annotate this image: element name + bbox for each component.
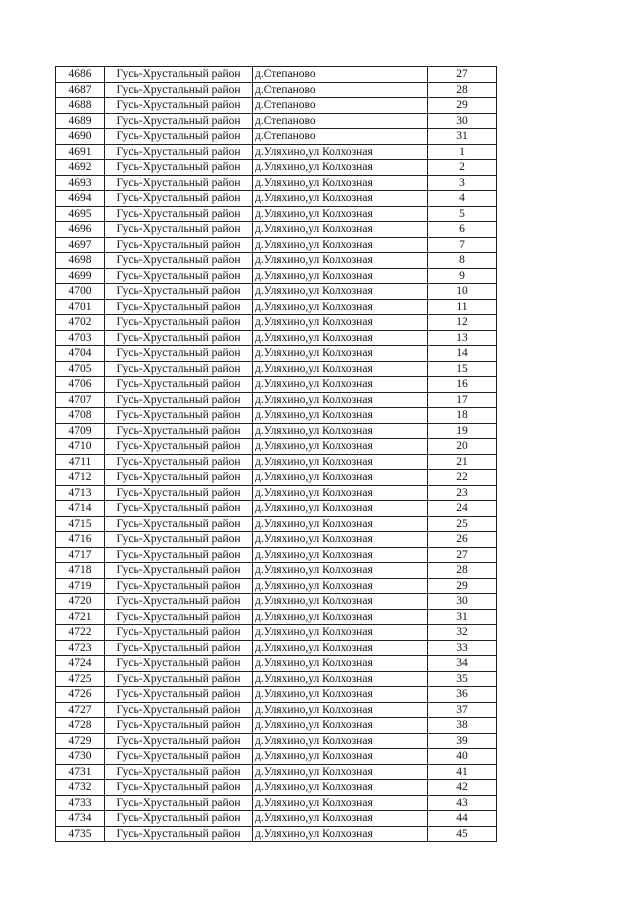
house-number-cell: 10 — [428, 284, 497, 300]
table-row — [56, 268, 497, 284]
row-id-cell: 4691 — [56, 144, 105, 160]
row-id-cell: 4721 — [56, 609, 105, 625]
house-number-cell: 27 — [428, 547, 497, 563]
row-id-cell: 4711 — [56, 454, 105, 470]
address-cell: д.Уляхино,ул Колхозная — [253, 330, 428, 346]
house-number-cell: 34 — [428, 656, 497, 672]
table-row — [56, 377, 497, 393]
house-number-cell: 30 — [428, 594, 497, 610]
address-cell: д.Уляхино,ул Колхозная — [253, 733, 428, 749]
row-id-cell: 4701 — [56, 299, 105, 315]
row-id-cell: 4692 — [56, 160, 105, 176]
address-cell: д.Уляхино,ул Колхозная — [253, 501, 428, 517]
house-number-cell: 26 — [428, 532, 497, 548]
address-cell: д.Уляхино,ул Колхозная — [253, 811, 428, 827]
row-id-cell: 4718 — [56, 563, 105, 579]
row-id-cell: 4698 — [56, 253, 105, 269]
house-number-cell: 38 — [428, 718, 497, 734]
address-cell: д.Степаново — [253, 113, 428, 129]
district-cell: Гусь-Хрустальный район — [105, 640, 253, 656]
table-row — [56, 671, 497, 687]
house-number-cell: 36 — [428, 687, 497, 703]
district-cell: Гусь-Хрустальный район — [105, 268, 253, 284]
table-row — [56, 563, 497, 579]
address-cell: д.Уляхино,ул Колхозная — [253, 377, 428, 393]
district-cell: Гусь-Хрустальный район — [105, 67, 253, 83]
house-number-cell: 11 — [428, 299, 497, 315]
address-cell: д.Уляхино,ул Колхозная — [253, 470, 428, 486]
house-number-cell: 14 — [428, 346, 497, 362]
table-row — [56, 578, 497, 594]
district-cell: Гусь-Хрустальный район — [105, 346, 253, 362]
house-number-cell: 35 — [428, 671, 497, 687]
address-cell: д.Уляхино,ул Колхозная — [253, 144, 428, 160]
row-id-cell: 4687 — [56, 82, 105, 98]
address-cell: д.Степаново — [253, 82, 428, 98]
house-number-cell: 7 — [428, 237, 497, 253]
house-number-cell: 8 — [428, 253, 497, 269]
district-cell: Гусь-Хрустальный район — [105, 315, 253, 331]
address-cell: д.Уляхино,ул Колхозная — [253, 594, 428, 610]
address-cell: д.Уляхино,ул Колхозная — [253, 206, 428, 222]
district-cell: Гусь-Хрустальный район — [105, 129, 253, 145]
district-cell: Гусь-Хрустальный район — [105, 656, 253, 672]
table-row — [56, 299, 497, 315]
table-row — [56, 160, 497, 176]
row-id-cell: 4702 — [56, 315, 105, 331]
address-cell: д.Уляхино,ул Колхозная — [253, 191, 428, 207]
district-cell: Гусь-Хрустальный район — [105, 237, 253, 253]
district-cell: Гусь-Хрустальный район — [105, 811, 253, 827]
table-row — [56, 640, 497, 656]
row-id-cell: 4713 — [56, 485, 105, 501]
address-cell: д.Уляхино,ул Колхозная — [253, 547, 428, 563]
row-id-cell: 4707 — [56, 392, 105, 408]
district-cell: Гусь-Хрустальный район — [105, 175, 253, 191]
house-number-cell: 28 — [428, 563, 497, 579]
district-cell: Гусь-Хрустальный район — [105, 749, 253, 765]
house-number-cell: 20 — [428, 439, 497, 455]
table-row — [56, 284, 497, 300]
address-cell: д.Уляхино,ул Колхозная — [253, 687, 428, 703]
table-row — [56, 764, 497, 780]
house-number-cell: 40 — [428, 749, 497, 765]
house-number-cell: 39 — [428, 733, 497, 749]
address-cell: д.Уляхино,ул Колхозная — [253, 702, 428, 718]
house-number-cell: 31 — [428, 609, 497, 625]
table-row — [56, 532, 497, 548]
address-cell: д.Уляхино,ул Колхозная — [253, 485, 428, 501]
house-number-cell: 22 — [428, 470, 497, 486]
district-cell: Гусь-Хрустальный район — [105, 454, 253, 470]
district-cell: Гусь-Хрустальный район — [105, 222, 253, 238]
address-cell: д.Уляхино,ул Колхозная — [253, 718, 428, 734]
row-id-cell: 4727 — [56, 702, 105, 718]
row-id-cell: 4715 — [56, 516, 105, 532]
table-row — [56, 656, 497, 672]
district-cell: Гусь-Хрустальный район — [105, 439, 253, 455]
district-cell: Гусь-Хрустальный район — [105, 733, 253, 749]
district-cell: Гусь-Хрустальный район — [105, 330, 253, 346]
address-cell: д.Уляхино,ул Колхозная — [253, 222, 428, 238]
table-row — [56, 811, 497, 827]
row-id-cell: 4705 — [56, 361, 105, 377]
address-table-body — [56, 67, 497, 842]
row-id-cell: 4712 — [56, 470, 105, 486]
address-cell: д.Уляхино,ул Колхозная — [253, 671, 428, 687]
row-id-cell: 4704 — [56, 346, 105, 362]
table-row — [56, 470, 497, 486]
table-row — [56, 98, 497, 114]
house-number-cell: 5 — [428, 206, 497, 222]
address-cell: д.Уляхино,ул Колхозная — [253, 780, 428, 796]
district-cell: Гусь-Хрустальный район — [105, 764, 253, 780]
row-id-cell: 4689 — [56, 113, 105, 129]
row-id-cell: 4730 — [56, 749, 105, 765]
address-table — [55, 66, 497, 842]
table-row — [56, 113, 497, 129]
row-id-cell: 4686 — [56, 67, 105, 83]
district-cell: Гусь-Хрустальный район — [105, 687, 253, 703]
district-cell: Гусь-Хрустальный район — [105, 625, 253, 641]
table-row — [56, 749, 497, 765]
house-number-cell: 31 — [428, 129, 497, 145]
house-number-cell: 37 — [428, 702, 497, 718]
house-number-cell: 24 — [428, 501, 497, 517]
address-cell: д.Степаново — [253, 129, 428, 145]
house-number-cell: 23 — [428, 485, 497, 501]
district-cell: Гусь-Хрустальный район — [105, 780, 253, 796]
row-id-cell: 4690 — [56, 129, 105, 145]
address-cell: д.Уляхино,ул Колхозная — [253, 315, 428, 331]
row-id-cell: 4696 — [56, 222, 105, 238]
row-id-cell: 4694 — [56, 191, 105, 207]
row-id-cell: 4716 — [56, 532, 105, 548]
row-id-cell: 4695 — [56, 206, 105, 222]
table-row — [56, 485, 497, 501]
table-row — [56, 625, 497, 641]
table-row — [56, 330, 497, 346]
table-row — [56, 516, 497, 532]
district-cell: Гусь-Хрустальный район — [105, 82, 253, 98]
table-row — [56, 237, 497, 253]
table-row — [56, 315, 497, 331]
district-cell: Гусь-Хрустальный район — [105, 377, 253, 393]
address-cell: д.Уляхино,ул Колхозная — [253, 346, 428, 362]
row-id-cell: 4699 — [56, 268, 105, 284]
table-row — [56, 609, 497, 625]
district-cell: Гусь-Хрустальный район — [105, 423, 253, 439]
table-row — [56, 780, 497, 796]
district-cell: Гусь-Хрустальный район — [105, 470, 253, 486]
district-cell: Гусь-Хрустальный район — [105, 532, 253, 548]
address-cell: д.Уляхино,ул Колхозная — [253, 532, 428, 548]
house-number-cell: 4 — [428, 191, 497, 207]
row-id-cell: 4728 — [56, 718, 105, 734]
row-id-cell: 4724 — [56, 656, 105, 672]
house-number-cell: 16 — [428, 377, 497, 393]
address-cell: д.Уляхино,ул Колхозная — [253, 299, 428, 315]
district-cell: Гусь-Хрустальный район — [105, 795, 253, 811]
row-id-cell: 4714 — [56, 501, 105, 517]
district-cell: Гусь-Хрустальный район — [105, 98, 253, 114]
district-cell: Гусь-Хрустальный район — [105, 594, 253, 610]
row-id-cell: 4735 — [56, 826, 105, 842]
address-cell: д.Уляхино,ул Колхозная — [253, 361, 428, 377]
district-cell: Гусь-Хрустальный район — [105, 671, 253, 687]
house-number-cell: 15 — [428, 361, 497, 377]
district-cell: Гусь-Хрустальный район — [105, 392, 253, 408]
house-number-cell: 2 — [428, 160, 497, 176]
district-cell: Гусь-Хрустальный район — [105, 578, 253, 594]
house-number-cell: 29 — [428, 578, 497, 594]
address-cell: д.Уляхино,ул Колхозная — [253, 563, 428, 579]
row-id-cell: 4723 — [56, 640, 105, 656]
table-row — [56, 67, 497, 83]
table-row — [56, 702, 497, 718]
row-id-cell: 4731 — [56, 764, 105, 780]
address-cell: д.Уляхино,ул Колхозная — [253, 454, 428, 470]
house-number-cell: 27 — [428, 67, 497, 83]
house-number-cell: 42 — [428, 780, 497, 796]
table-row — [56, 392, 497, 408]
row-id-cell: 4722 — [56, 625, 105, 641]
address-cell: д.Степаново — [253, 67, 428, 83]
row-id-cell: 4697 — [56, 237, 105, 253]
district-cell: Гусь-Хрустальный район — [105, 702, 253, 718]
address-cell: д.Уляхино,ул Колхозная — [253, 609, 428, 625]
address-cell: д.Степаново — [253, 98, 428, 114]
row-id-cell: 4729 — [56, 733, 105, 749]
row-id-cell: 4706 — [56, 377, 105, 393]
table-row — [56, 144, 497, 160]
address-cell: д.Уляхино,ул Колхозная — [253, 764, 428, 780]
table-row — [56, 423, 497, 439]
address-cell: д.Уляхино,ул Колхозная — [253, 749, 428, 765]
house-number-cell: 3 — [428, 175, 497, 191]
table-row — [56, 687, 497, 703]
row-id-cell: 4726 — [56, 687, 105, 703]
district-cell: Гусь-Хрустальный район — [105, 253, 253, 269]
district-cell: Гусь-Хрустальный район — [105, 160, 253, 176]
house-number-cell: 43 — [428, 795, 497, 811]
row-id-cell: 4693 — [56, 175, 105, 191]
address-cell: д.Уляхино,ул Колхозная — [253, 625, 428, 641]
house-number-cell: 12 — [428, 315, 497, 331]
row-id-cell: 4719 — [56, 578, 105, 594]
house-number-cell: 21 — [428, 454, 497, 470]
row-id-cell: 4720 — [56, 594, 105, 610]
house-number-cell: 30 — [428, 113, 497, 129]
house-number-cell: 19 — [428, 423, 497, 439]
row-id-cell: 4708 — [56, 408, 105, 424]
house-number-cell: 45 — [428, 826, 497, 842]
address-cell: д.Уляхино,ул Колхозная — [253, 408, 428, 424]
table-row — [56, 129, 497, 145]
house-number-cell: 33 — [428, 640, 497, 656]
address-cell: д.Уляхино,ул Колхозная — [253, 160, 428, 176]
address-cell: д.Уляхино,ул Колхозная — [253, 237, 428, 253]
row-id-cell: 4717 — [56, 547, 105, 563]
row-id-cell: 4732 — [56, 780, 105, 796]
address-cell: д.Уляхино,ул Колхозная — [253, 578, 428, 594]
table-row — [56, 206, 497, 222]
table-row — [56, 718, 497, 734]
house-number-cell: 9 — [428, 268, 497, 284]
row-id-cell: 4733 — [56, 795, 105, 811]
district-cell: Гусь-Хрустальный район — [105, 191, 253, 207]
address-cell: д.Уляхино,ул Колхозная — [253, 826, 428, 842]
table-row — [56, 346, 497, 362]
table-row — [56, 547, 497, 563]
district-cell: Гусь-Хрустальный район — [105, 826, 253, 842]
house-number-cell: 13 — [428, 330, 497, 346]
district-cell: Гусь-Хрустальный район — [105, 361, 253, 377]
table-row — [56, 594, 497, 610]
district-cell: Гусь-Хрустальный район — [105, 113, 253, 129]
district-cell: Гусь-Хрустальный район — [105, 284, 253, 300]
district-cell: Гусь-Хрустальный район — [105, 206, 253, 222]
table-row — [56, 361, 497, 377]
house-number-cell: 17 — [428, 392, 497, 408]
address-cell: д.Уляхино,ул Колхозная — [253, 284, 428, 300]
table-row — [56, 454, 497, 470]
district-cell: Гусь-Хрустальный район — [105, 718, 253, 734]
address-cell: д.Уляхино,ул Колхозная — [253, 175, 428, 191]
district-cell: Гусь-Хрустальный район — [105, 144, 253, 160]
house-number-cell: 44 — [428, 811, 497, 827]
district-cell: Гусь-Хрустальный район — [105, 299, 253, 315]
address-cell: д.Уляхино,ул Колхозная — [253, 516, 428, 532]
house-number-cell: 32 — [428, 625, 497, 641]
table-row — [56, 795, 497, 811]
row-id-cell: 4700 — [56, 284, 105, 300]
district-cell: Гусь-Хрустальный район — [105, 485, 253, 501]
table-row — [56, 253, 497, 269]
table-row — [56, 175, 497, 191]
address-cell: д.Уляхино,ул Колхозная — [253, 439, 428, 455]
house-number-cell: 29 — [428, 98, 497, 114]
house-number-cell: 28 — [428, 82, 497, 98]
house-number-cell: 41 — [428, 764, 497, 780]
address-cell: д.Уляхино,ул Колхозная — [253, 268, 428, 284]
house-number-cell: 1 — [428, 144, 497, 160]
district-cell: Гусь-Хрустальный район — [105, 408, 253, 424]
house-number-cell: 6 — [428, 222, 497, 238]
row-id-cell: 4709 — [56, 423, 105, 439]
row-id-cell: 4710 — [56, 439, 105, 455]
district-cell: Гусь-Хрустальный район — [105, 609, 253, 625]
address-cell: д.Уляхино,ул Колхозная — [253, 423, 428, 439]
address-cell: д.Уляхино,ул Колхозная — [253, 253, 428, 269]
district-cell: Гусь-Хрустальный район — [105, 563, 253, 579]
table-row — [56, 501, 497, 517]
table-row — [56, 733, 497, 749]
table-row — [56, 439, 497, 455]
table-row — [56, 191, 497, 207]
address-cell: д.Уляхино,ул Колхозная — [253, 656, 428, 672]
district-cell: Гусь-Хрустальный район — [105, 547, 253, 563]
address-cell: д.Уляхино,ул Колхозная — [253, 392, 428, 408]
row-id-cell: 4703 — [56, 330, 105, 346]
table-row — [56, 222, 497, 238]
table-row — [56, 408, 497, 424]
table-row — [56, 82, 497, 98]
table-row — [56, 826, 497, 842]
row-id-cell: 4725 — [56, 671, 105, 687]
address-cell: д.Уляхино,ул Колхозная — [253, 640, 428, 656]
row-id-cell: 4688 — [56, 98, 105, 114]
row-id-cell: 4734 — [56, 811, 105, 827]
district-cell: Гусь-Хрустальный район — [105, 516, 253, 532]
district-cell: Гусь-Хрустальный район — [105, 501, 253, 517]
address-cell: д.Уляхино,ул Колхозная — [253, 795, 428, 811]
house-number-cell: 18 — [428, 408, 497, 424]
house-number-cell: 25 — [428, 516, 497, 532]
